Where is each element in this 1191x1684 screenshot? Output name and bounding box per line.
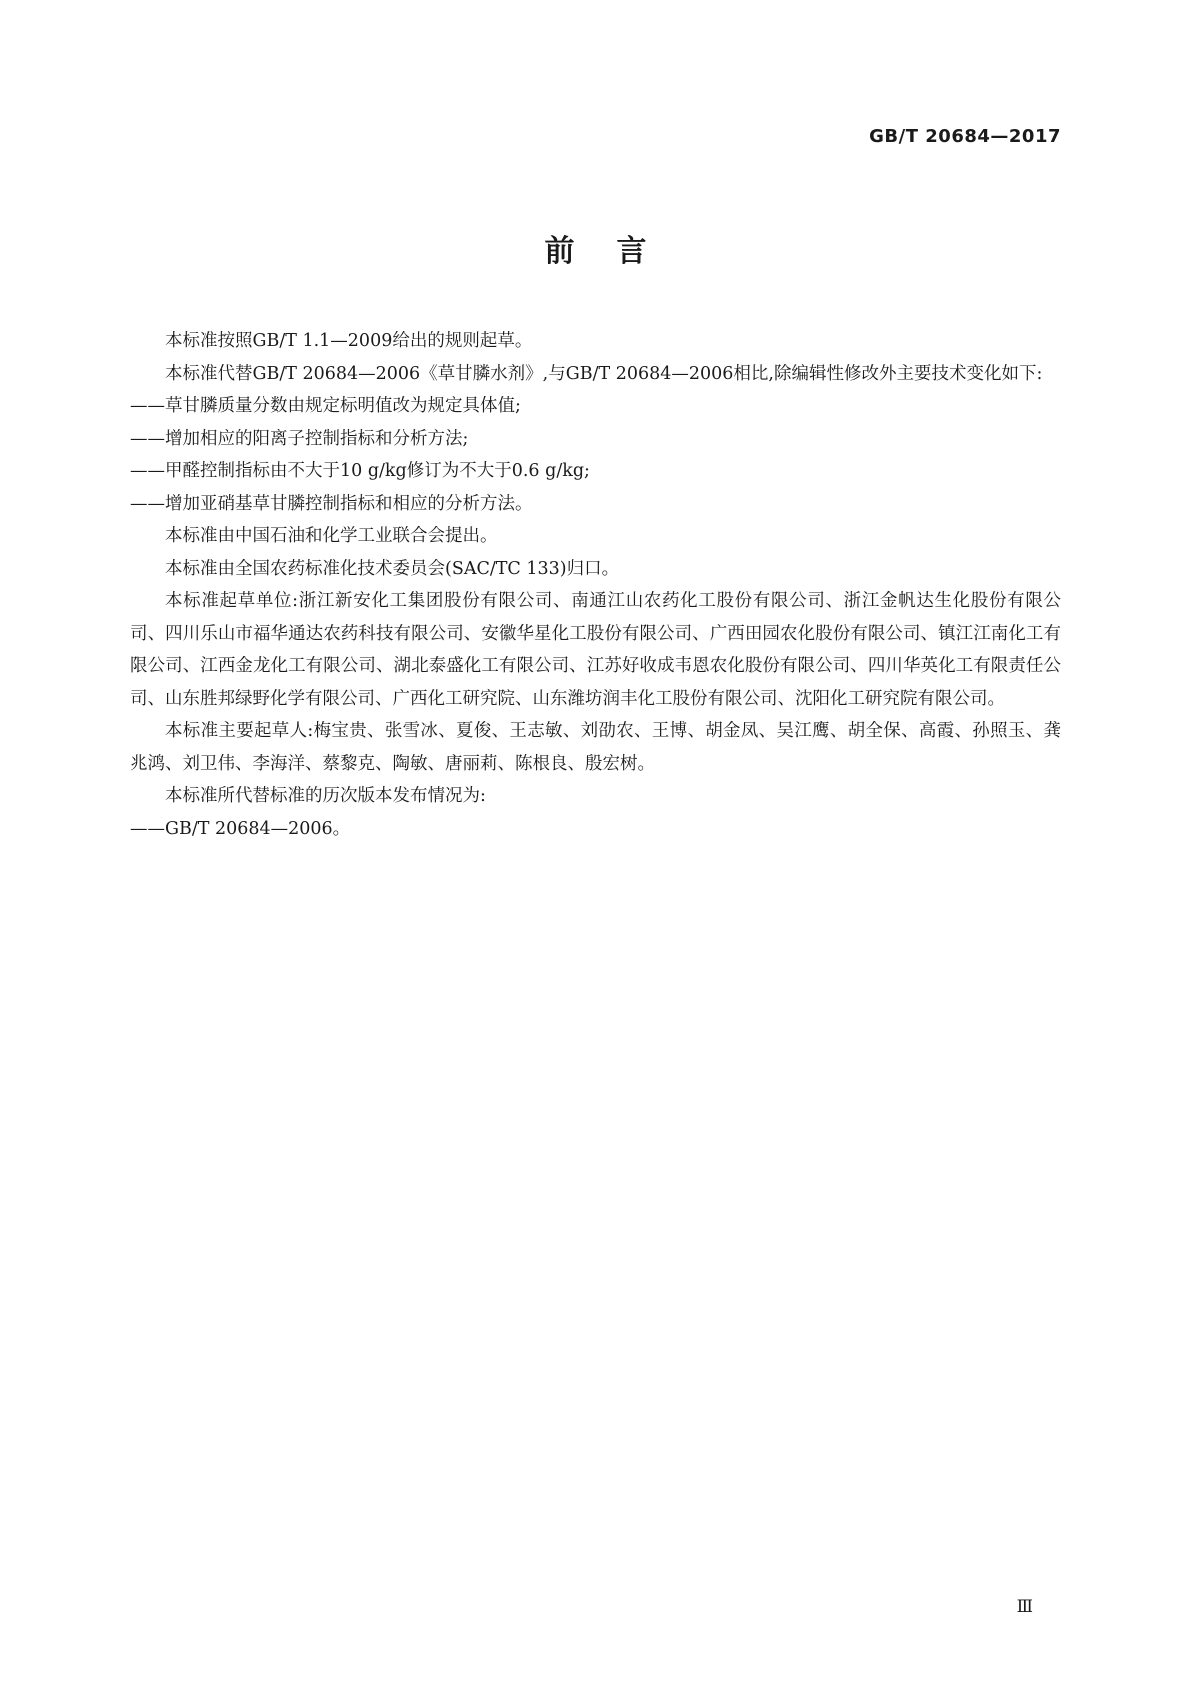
page-title: 前言 xyxy=(544,234,689,269)
paragraph-replacement: 本标准代替GB/T 20684—2006《草甘膦水剂》,与GB/T 20684—2006相比,除编辑性修改外主要技术变化如下: xyxy=(165,363,1043,384)
history-item: ——GB/T 20684—2006。 xyxy=(130,818,351,839)
paragraph-management: 本标准由全国农药标准化技术委员会(SAC/TC 133)归口。 xyxy=(165,558,620,579)
change-item: ——甲醛控制指标由不大于10 g/kg修订为不大于0.6 g/kg; xyxy=(130,461,590,481)
change-item: ——草甘膦质量分数由规定标明值改为规定具体值; xyxy=(130,396,521,416)
page-number: Ⅲ xyxy=(1016,1597,1033,1617)
paragraph-history-intro: 本标准所代替标准的历次版本发布情况为: xyxy=(165,786,486,806)
paragraph-drafting-rules: 本标准按照GB/T 1.1—2009给出的规则起草。 xyxy=(165,331,533,351)
paragraph-drafters: 本标准主要起草人:梅宝贵、张雪冰、夏俊、王志敏、刘劭农、王博、胡金凤、吴江鹰、胡全保、高霞、孙照玉、龚兆鸿、刘卫伟、李海洋、蔡黎克、陶敏、唐丽莉、陈根良、殷宏树。 xyxy=(130,721,1061,774)
paragraph-proposer: 本标准由中国石油和化学工业联合会提出。 xyxy=(165,526,498,546)
foreword-body xyxy=(130,325,1061,845)
change-item: ——增加相应的阳离子控制指标和分析方法; xyxy=(130,428,469,449)
change-item: ——增加亚硝基草甘膦控制指标和相应的分析方法。 xyxy=(130,493,533,514)
standard-code: GB/T 20684—2017 xyxy=(869,126,1061,147)
paragraph-drafting-units: 本标准起草单位:浙江新安化工集团股份有限公司、南通江山农药化工股份有限公司、浙江金帆达生化股份有限公司、四川乐山市福华通达农药科技有限公司、安徽华星化工股份有限公司、广西田园农化股份有限公司、镇江江南化工有限公司、江西金龙化工有限公司、湖北泰盛化工有限公司、江苏好收成韦恩农化股份有限公司、四川华英化工有限责任公司、山东胜邦绿野化学有限公司、广西化工研究院、山东潍坊润丰化工股份有限公司、沈阳化工研究院有限公司。 xyxy=(130,591,1061,709)
